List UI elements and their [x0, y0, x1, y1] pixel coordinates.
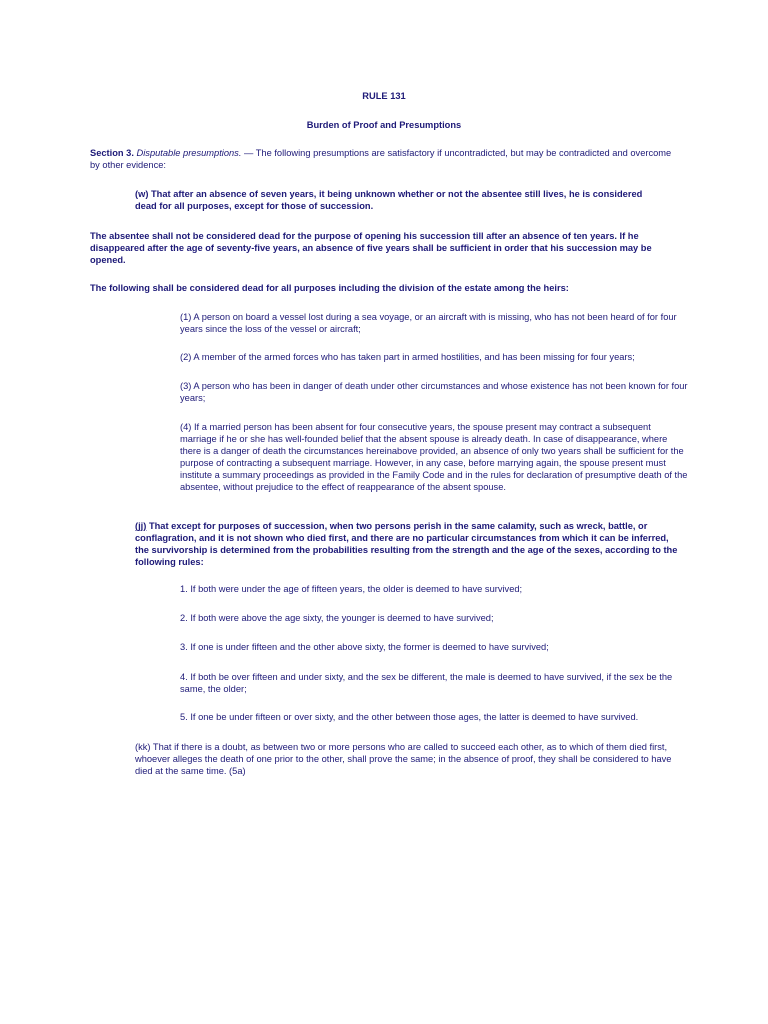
survivorship-rule-4: 4. If both be over fifteen and under sixty, and the sex be different, the male is deemed to have survived, if the sex be the same, the older; — [180, 672, 673, 694]
section-intro-text: The following presumptions are satisfactory if uncontradicted, but may be contradicted and overcome by other evidence: — [90, 148, 672, 170]
rule-heading: RULE 131 — [362, 91, 406, 101]
paragraph-following: The following shall be considered dead for all purposes including the division of the estate among the heirs: — [90, 283, 569, 293]
dead-item-3: (3) A person who has been in danger of death under other circumstances and whose existence has not been known for four years; — [180, 381, 688, 403]
survivorship-rule-3: 3. If one is under fifteen and the other above sixty, the former is deemed to have survived; — [180, 642, 549, 652]
survivorship-rule-5: 5. If one be under fifteen or over sixty, and the other between those ages, the latter is deemed to have survived. — [180, 712, 639, 722]
section-dash: — — [241, 148, 256, 158]
paragraph-kk: (kk) That if there is a doubt, as between two or more persons who are called to succeed each other, as to which of them died first, whoever alleges the death of one prior to the other, shall prove the same; in the absence of proof, they shall be considered to have died at the same time. (5a) — [135, 742, 672, 776]
survivorship-rule-2: 2. If both were above the age sixty, the younger is deemed to have survived; — [180, 613, 494, 623]
paragraph-jj — [135, 521, 680, 569]
paragraph-jj-label: (jj) — [135, 521, 147, 531]
section-label: Section 3. — [90, 148, 134, 158]
dead-item-1: (1) A person on board a vessel lost during a sea voyage, or an aircraft with is missing, who has not been heard of for four years since the loss of the vessel or aircraft; — [180, 312, 677, 334]
paragraph-jj-text: That except for purposes of succession, when two persons perish in the same calamity, such as wreck, battle, or conflagration, and it is not shown who died first, and there are no particular circumstances from which it can be inferred, the survivorship is determined from the probabilities resulting from the strength and the age of the sexes, according to the following rules: — [135, 521, 678, 567]
section-3-intro — [90, 148, 682, 172]
rule-subtitle: Burden of Proof and Presumptions — [306, 120, 462, 130]
section-title: Disputable presumptions. — [136, 148, 242, 158]
dead-item-2: (2) A member of the armed forces who has taken part in armed hostilities, and has been missing for four years; — [180, 352, 635, 362]
dead-item-4: (4) If a married person has been absent for four consecutive years, the spouse present may contract a subsequent marriage if he or she has well-founded belief that the absent spouse is already death. In case of disappearance, where there is a danger of death the circumstances hereinabove provided, an absence of only two years shall be sufficient for the purpose of contracting a subsequent marriage. However, in any case, before marrying again, the spouse present must institute a summary proceedings as provided in the Family Code and in the rules for declaration of presumptive death of the absentee, without prejudice to the effect of reappearance of the absent spouse. — [180, 422, 688, 492]
survivorship-rule-1: 1. If both were under the age of fifteen years, the older is deemed to have survived; — [180, 584, 523, 594]
paragraph-absentee: The absentee shall not be considered dead for the purpose of opening his succession till after an absence of ten years. If he disappeared after the age of seventy-five years, an absence of five years shall be sufficient in order that his succession may be opened. — [90, 231, 652, 265]
paragraph-w: (w) That after an absence of seven years, it being unknown whether or not the absentee still lives, he is considered dead for all purposes, except for those of succession. — [135, 189, 643, 211]
